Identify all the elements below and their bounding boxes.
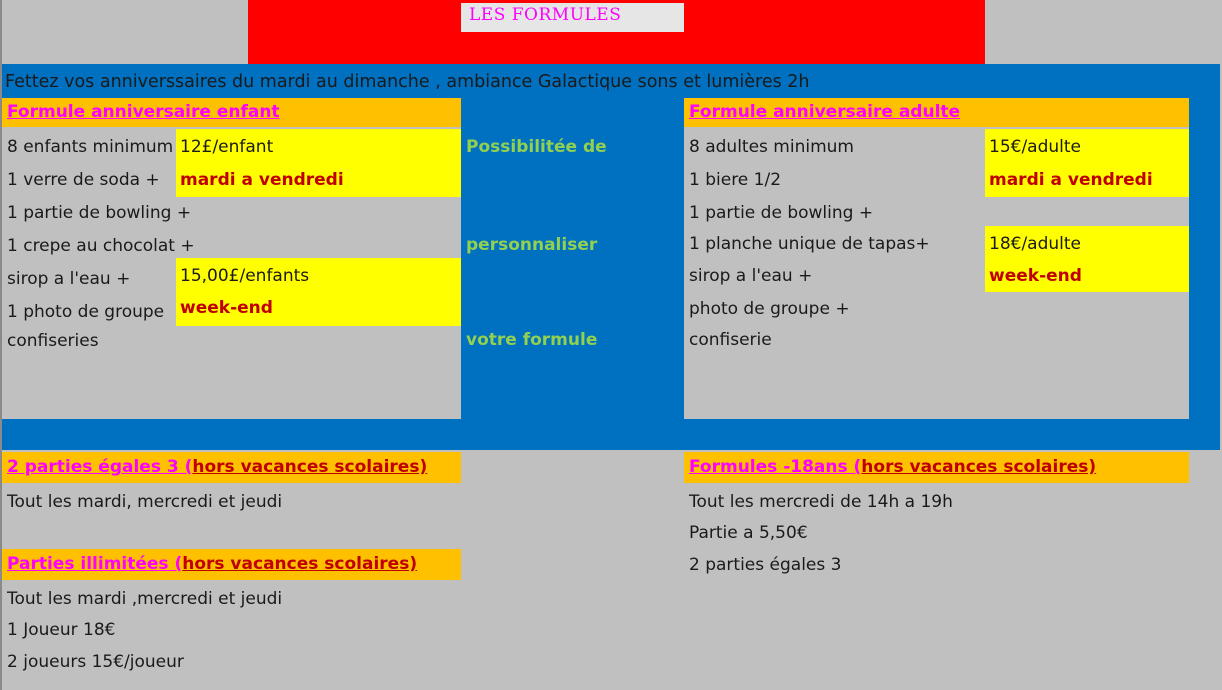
child-weekday-label: mardi a vendredi bbox=[180, 170, 344, 190]
child-item: confiseries bbox=[7, 331, 99, 351]
child-formula-title: Formule anniversaire enfant bbox=[7, 102, 280, 122]
adult-weekend-price: 18€/adulte bbox=[989, 234, 1082, 254]
two-games-title bbox=[7, 452, 427, 483]
left-edge-line bbox=[0, 0, 2, 690]
child-weekend-label: week-end bbox=[180, 298, 273, 318]
child-item: 1 partie de bowling + bbox=[7, 203, 192, 223]
adult-item: confiserie bbox=[689, 330, 772, 350]
child-item: sirop a l'eau + bbox=[7, 269, 131, 289]
unlimited-line: Tout les mardi ,mercredi et jeudi bbox=[7, 589, 283, 609]
unlimited-line: 2 joueurs 15€/joueur bbox=[7, 652, 184, 672]
unlimited-title-part2: hors vacances scolaires) bbox=[182, 554, 418, 574]
adult-formula-title: Formule anniversaire adulte bbox=[689, 102, 961, 122]
child-item: 1 crepe au chocolat + bbox=[7, 236, 195, 256]
adult-item: sirop a l'eau + bbox=[689, 266, 813, 286]
custom-formula-line1: Possibilitée de bbox=[466, 137, 607, 157]
two-games-text: Tout les mardi, mercredi et jeudi bbox=[7, 492, 283, 512]
minors-line: Tout les mercredi de 14h a 19h bbox=[689, 492, 953, 512]
adult-weekday-label: mardi a vendredi bbox=[989, 170, 1153, 190]
page-title-box bbox=[461, 3, 684, 32]
child-weekday-price: 12£/enfant bbox=[180, 137, 274, 157]
two-games-title-part2: hors vacances scolaires) bbox=[192, 457, 428, 477]
custom-formula-line2: personnaliser bbox=[466, 235, 598, 255]
minors-line: Partie a 5,50€ bbox=[689, 523, 808, 543]
child-item: 1 photo de groupe bbox=[7, 302, 165, 322]
adult-item: 1 planche unique de tapas+ bbox=[689, 234, 930, 254]
minors-line: 2 parties égales 3 bbox=[689, 555, 842, 575]
adult-item: 1 biere 1/2 bbox=[689, 170, 782, 190]
banner-text: Fettez vos anniverssaires du mardi au dimanche , ambiance Galactique sons et lumières 2h bbox=[5, 72, 810, 92]
child-weekend-price: 15,00£/enfants bbox=[180, 266, 310, 286]
minors-title-part1: Formules -18ans ( bbox=[689, 457, 862, 477]
child-item: 8 enfants minimum bbox=[7, 137, 174, 157]
page-title: LES FORMULES bbox=[469, 5, 622, 25]
custom-formula-line3: votre formule bbox=[466, 330, 598, 350]
unlimited-title-part1: Parties illimitées ( bbox=[7, 554, 183, 574]
adult-weekend-label: week-end bbox=[989, 266, 1082, 286]
adult-item: photo de groupe + bbox=[689, 299, 850, 319]
adult-item: 8 adultes minimum bbox=[689, 137, 854, 157]
adult-item: 1 partie de bowling + bbox=[689, 203, 874, 223]
unlimited-title bbox=[7, 549, 417, 580]
two-games-title-part1: 2 parties égales 3 ( bbox=[7, 457, 193, 477]
minors-title-part2: hors vacances scolaires) bbox=[861, 457, 1097, 477]
adult-weekday-price: 15€/adulte bbox=[989, 137, 1082, 157]
minors-title bbox=[689, 452, 1096, 483]
child-item: 1 verre de soda + bbox=[7, 170, 160, 190]
unlimited-line: 1 Joueur 18€ bbox=[7, 620, 116, 640]
